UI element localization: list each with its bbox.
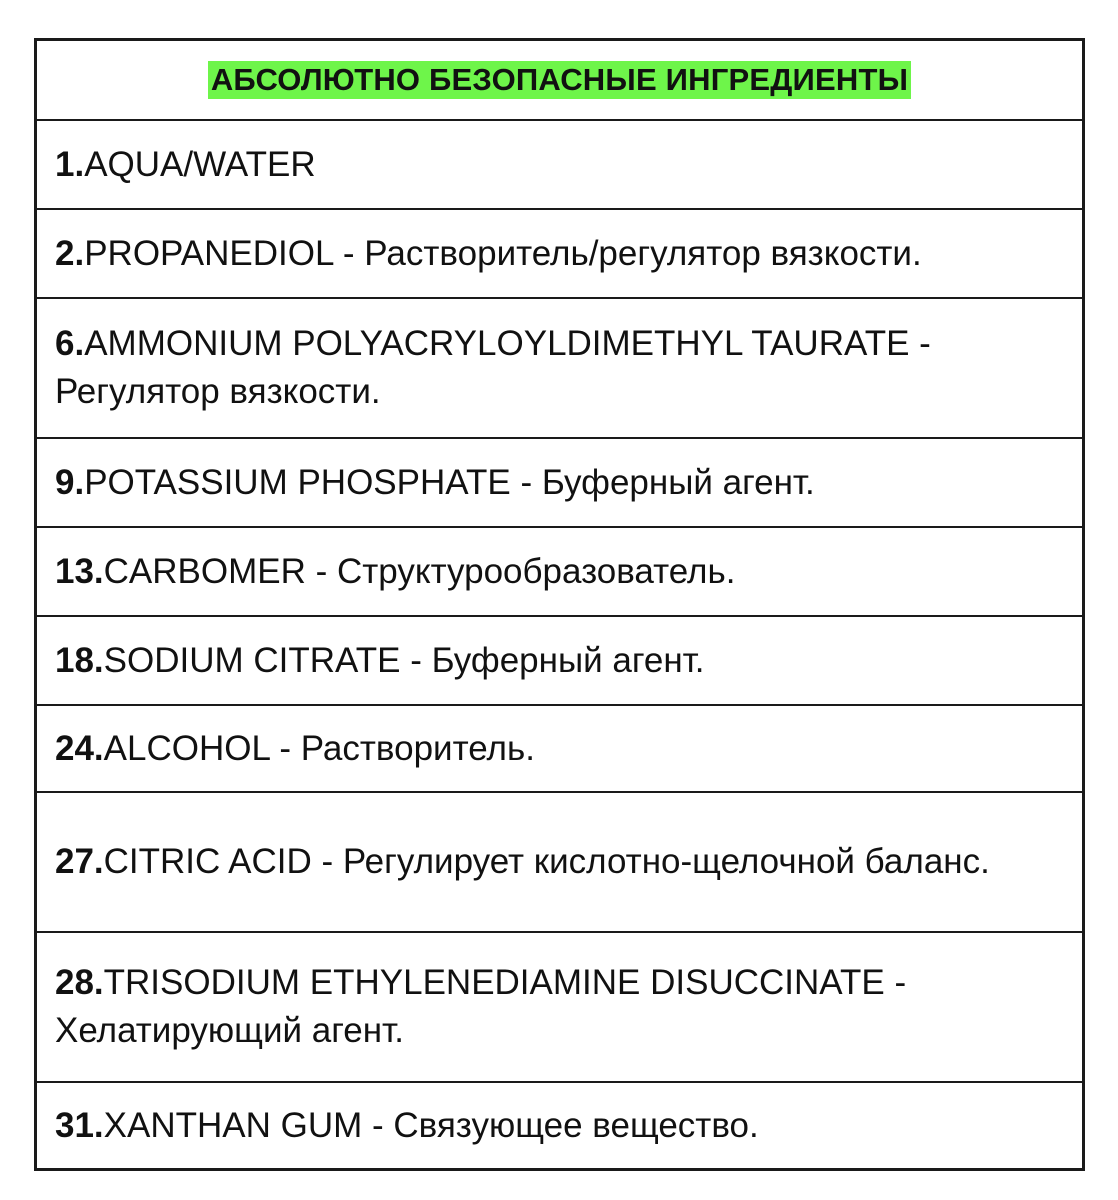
- ingredient-entry: [55, 1102, 759, 1150]
- table-row: [37, 437, 1082, 526]
- ingredient-text: AQUA/WATER: [84, 144, 316, 184]
- table-row: [37, 704, 1082, 791]
- ingredient-text: PROPANEDIOL - Растворитель/регулятор вязкости.: [84, 233, 922, 273]
- table-row: [37, 1081, 1082, 1168]
- ingredient-text: AMMONIUM POLYACRYLOYLDIMETHYL TAURATE - Регулятор вязкости.: [55, 324, 931, 411]
- ingredient-entry: [55, 637, 705, 685]
- ingredient-entry: [55, 548, 735, 596]
- table-row: [37, 931, 1082, 1081]
- ingredient-text: CARBOMER - Структурообразователь.: [103, 551, 736, 591]
- ingredient-number: 18.: [55, 640, 104, 680]
- ingredient-number: 1.: [55, 144, 85, 184]
- ingredient-entry: [55, 320, 1064, 416]
- ingredient-number: 24.: [55, 728, 104, 768]
- table-title: АБСОЛЮТНО БЕЗОПАСНЫЕ ИНГРЕДИЕНТЫ: [208, 61, 911, 99]
- table-row: [37, 208, 1082, 297]
- ingredient-number: 9.: [55, 462, 85, 502]
- table-row: [37, 791, 1082, 931]
- ingredient-entry: [55, 141, 316, 189]
- ingredient-text: CITRIC ACID - Регулирует кислотно-щелочной баланс.: [103, 842, 990, 881]
- table-row: [37, 615, 1082, 704]
- ingredient-text: SODIUM CITRATE - Буферный агент.: [103, 640, 705, 680]
- ingredients-table: [34, 38, 1085, 1171]
- ingredient-number: 31.: [55, 1105, 104, 1145]
- ingredient-text: ALCOHOL - Растворитель.: [103, 728, 535, 768]
- ingredient-entry: [55, 459, 815, 507]
- ingredient-entry: [55, 725, 535, 773]
- table-row: [37, 297, 1082, 437]
- table-row: [37, 119, 1082, 208]
- ingredient-text: POTASSIUM PHOSPHATE - Буферный агент.: [84, 462, 815, 502]
- ingredient-text: TRISODIUM ETHYLENEDIAMINE DISUCCINATE - Хелатирующий агент.: [55, 963, 907, 1050]
- ingredient-number: 28.: [55, 963, 104, 1002]
- ingredient-number: 27.: [55, 842, 104, 881]
- ingredient-entry: [55, 230, 922, 278]
- ingredient-text: XANTHAN GUM - Связующее вещество.: [103, 1105, 759, 1145]
- ingredient-entry: [55, 959, 1064, 1055]
- table-header: [37, 41, 1082, 119]
- ingredient-entry: [55, 838, 990, 886]
- ingredient-number: 6.: [55, 324, 85, 363]
- table-row: [37, 526, 1082, 615]
- ingredient-number: 2.: [55, 233, 85, 273]
- ingredient-number: 13.: [55, 551, 104, 591]
